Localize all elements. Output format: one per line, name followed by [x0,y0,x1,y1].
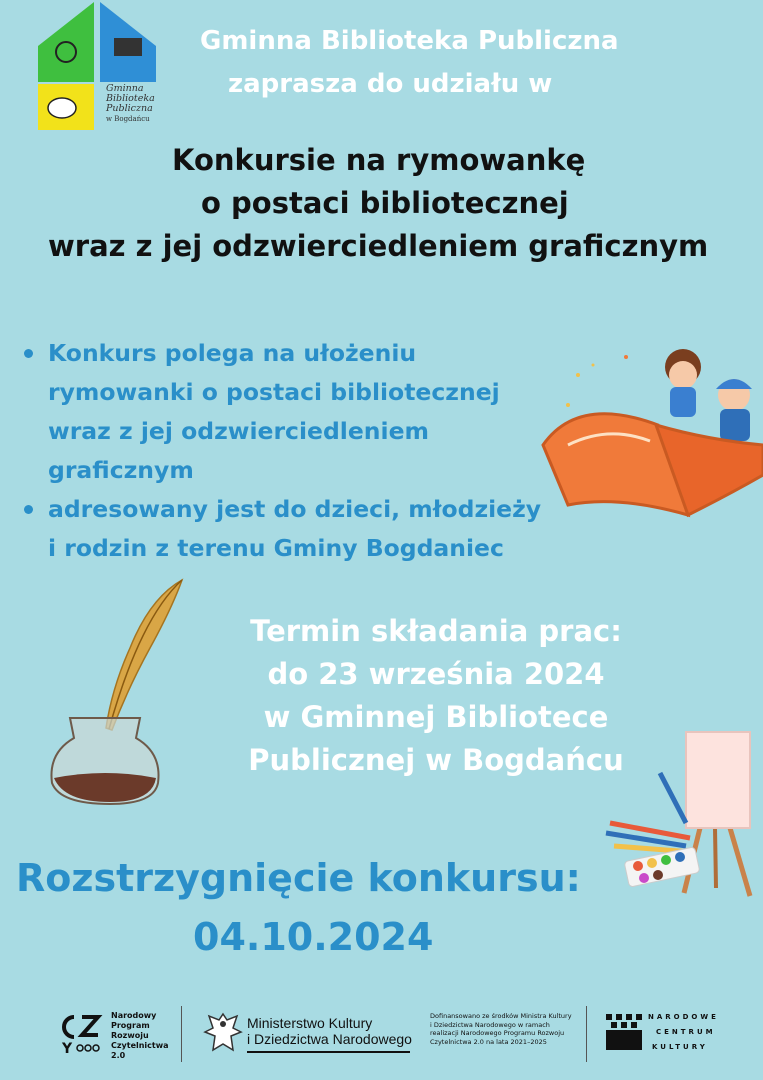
title-line-3: wraz z jej odzwierciedleniem graficznym [48,229,709,263]
boy-cap [716,379,752,389]
deadline-line-2: do 23 września 2024 [267,657,605,691]
result-date: 04.10.2024 [193,915,434,959]
nck-text: NARODOWE CENTRUM KULTURY [648,1013,719,1051]
nprcz-logo-icon [60,1013,104,1055]
info-bullet-list [22,334,582,568]
result-label: Rozstrzygnięcie konkursu: [16,856,581,900]
canvas-icon [686,732,750,828]
quill-feather-icon [106,580,182,730]
ministry-text: Ministerstwo Kultury i Dziedzictwa Narodowego [247,1015,412,1047]
footer [0,1000,763,1080]
deadline-line-3: w Gminnej Bibliotece [263,700,609,734]
easel-paints-illustration [600,728,763,903]
books-icon [114,38,142,56]
palette-icon [48,98,76,118]
polish-eagle-icon [203,1010,243,1056]
bullet-item: adresowany jest do dzieci, młodzieży i rodzin z terenu Gminy Bogdaniec [22,490,582,568]
deadline-line-1: Termin składania prac: [250,614,622,648]
girl-face [669,361,697,389]
girl-body [670,387,696,417]
header-line-1: Gminna Biblioteka Publiczna [200,26,619,56]
ministry-underline [247,1051,410,1053]
title-line-1: Konkursie na rymowankę [172,143,586,177]
bullet-item: Konkurs polega na ułożeniu rymowanki o postaci bibliotecznej wraz z jej odzwierciedleniem graficznym [22,334,582,490]
quill-inkwell-illustration [40,578,190,808]
deadline-line-4: Publicznej w Bogdańcu [248,743,624,777]
nck-logo-icon [606,1014,642,1050]
logo-text: Gminna Biblioteka Publiczna w Bogdańcu [106,83,155,123]
footer-divider [586,1006,587,1062]
kids-reading-book-illustration [538,345,763,520]
nprcz-text: Narodowy Program Rozwoju Czytelnictwa 2.0 [111,1011,169,1060]
sparkles-icon [566,355,628,407]
svg-text:Y: Y [62,1041,73,1055]
footer-divider [181,1006,182,1062]
funding-note: Dofinansowano ze środków Ministra Kultury i Dziedzictwa Narodowego w ramach realizacji Narodowego Programu Rozwoju Czytelnictwa 2.0 na lata 2021–2025 [430,1012,572,1046]
title-line-2: o postaci bibliotecznej [201,186,569,220]
header-line-2: zaprasza do udziału w [228,69,553,99]
boy-body [720,409,750,441]
